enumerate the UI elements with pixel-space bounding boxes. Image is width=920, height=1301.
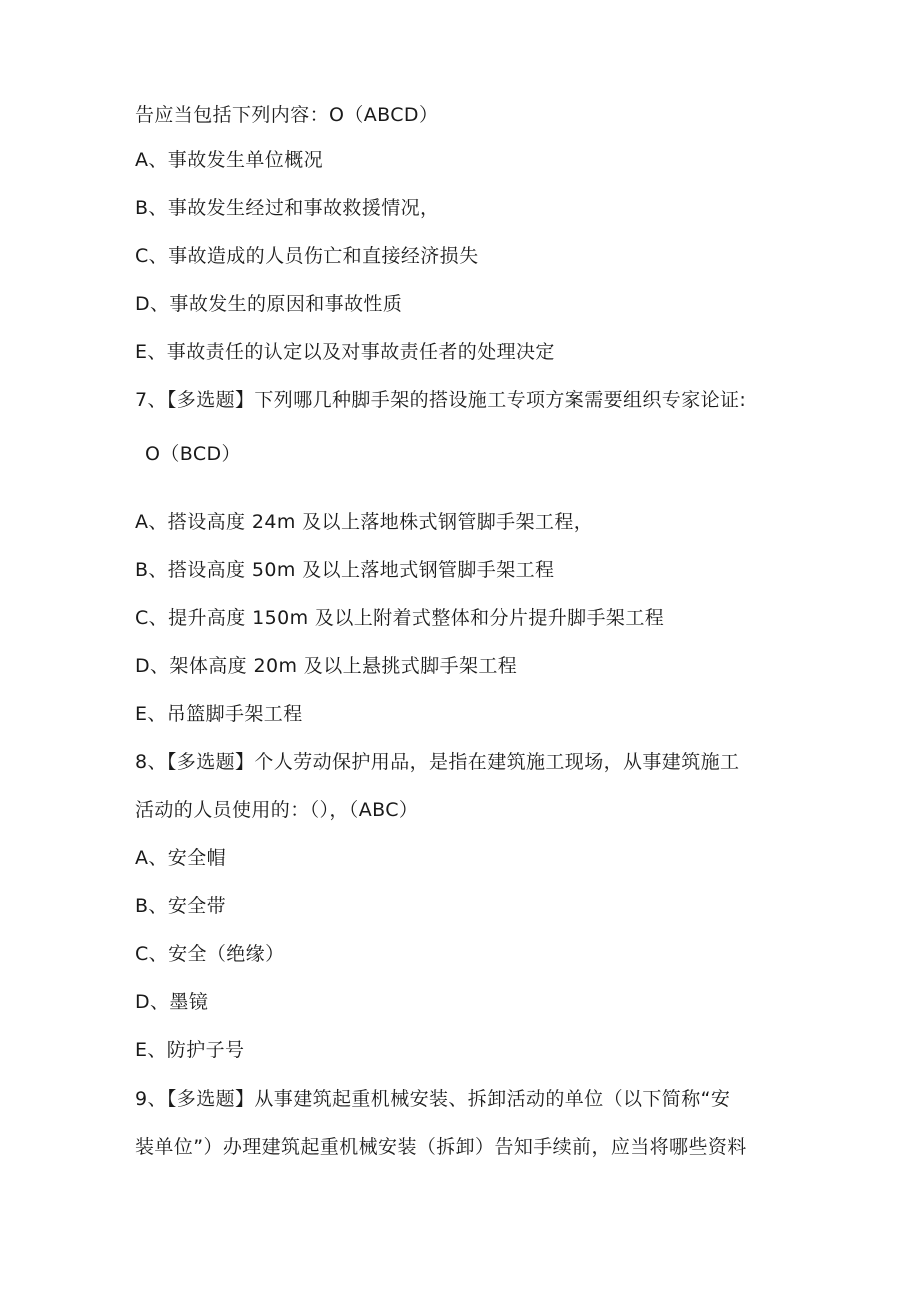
text-line-q7-option-e: E、吊篮脚手架工程 (135, 703, 303, 725)
text-line-q6-option-a: A、事故发生单位概况 (135, 149, 323, 171)
text-line-q6-option-b: B、事故发生经过和事故救援情况， (135, 197, 440, 219)
text-line-q8-stem-cont: 活动的人员使用的：（），（ABC） (135, 799, 419, 821)
text-line-q9-stem-cont: 装单位”）办理建筑起重机械安装（拆卸）告知手续前，应当将哪些资料 (135, 1136, 747, 1158)
text-line-q7-stem: 7、【多选题】下列哪几种脚手架的搭设施工专项方案需要组织专家论证: (135, 389, 747, 411)
text-line-q6-stem: 告应当包括下列内容：O（ABCD） (135, 104, 439, 126)
text-line-q6-option-c: C、事故造成的人员伤亡和直接经济损失 (135, 245, 479, 267)
text-line-q7-option-b: B、搭设高度 50m 及以上落地式钢管脚手架工程 (135, 559, 555, 581)
text-line-q8-option-a: A、安全帽 (135, 847, 226, 869)
text-line-q7-option-d: D、架体高度 20m 及以上悬挑式脚手架工程 (135, 655, 518, 677)
text-line-q8-option-b: B、安全带 (135, 895, 227, 917)
text-line-q7-option-c: C、提升高度 150m 及以上附着式整体和分片提升脚手架工程 (135, 607, 665, 629)
text-line-q8-option-c: C、安全（绝缘） (135, 943, 285, 965)
text-line-q8-option-e: E、防护子号 (135, 1039, 245, 1061)
text-line-q8-stem: 8、【多选题】个人劳动保护用品，是指在建筑施工现场，从事建筑施工 (135, 751, 740, 773)
text-line-q6-option-e: E、事故责任的认定以及对事故责任者的处理决定 (135, 341, 555, 363)
text-line-q7-answer: O（BCD） (145, 443, 241, 465)
text-line-q6-option-d: D、事故发生的原因和事故性质 (135, 293, 403, 315)
text-line-q7-option-a: A、搭设高度 24m 及以上落地株式钢管脚手架工程， (135, 511, 594, 533)
text-line-q9-stem: 9、【多选题】从事建筑起重机械安装、拆卸活动的单位（以下简称“安 (135, 1088, 731, 1110)
text-line-q8-option-d: D、墨镜 (135, 991, 209, 1013)
